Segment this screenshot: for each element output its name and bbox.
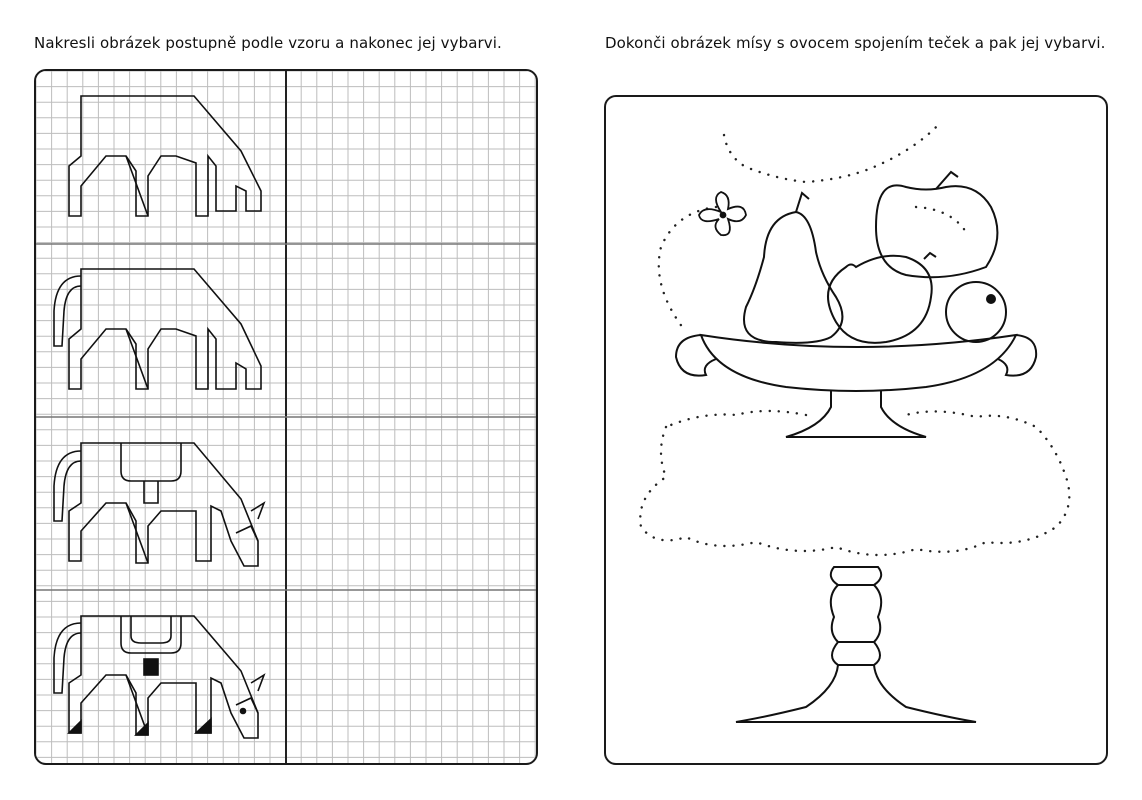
grid-exercise-panel xyxy=(34,69,538,765)
drawing-grid xyxy=(36,71,536,763)
kiwi xyxy=(946,282,1006,342)
fruits xyxy=(744,172,1006,343)
instruction-right: Dokonči obrázek mísy s ovocem spojením teček a pak jej vybarvi. xyxy=(605,34,1106,52)
apple xyxy=(876,185,997,277)
flower-icon xyxy=(699,192,746,235)
instruction-left: Nakresli obrázek postupně podle vzoru a nakonec jej vybarvi. xyxy=(34,34,502,52)
horse-step-4 xyxy=(54,616,264,738)
bowl xyxy=(676,335,1036,437)
horse-step-2 xyxy=(54,269,261,389)
lemon xyxy=(828,256,932,343)
pedestal xyxy=(736,567,976,722)
grid-lines xyxy=(36,71,536,763)
pear xyxy=(744,212,842,343)
horse-step-1 xyxy=(69,96,261,216)
fruit-bowl-drawing xyxy=(606,97,1106,763)
fruit-bowl-panel xyxy=(604,95,1108,765)
